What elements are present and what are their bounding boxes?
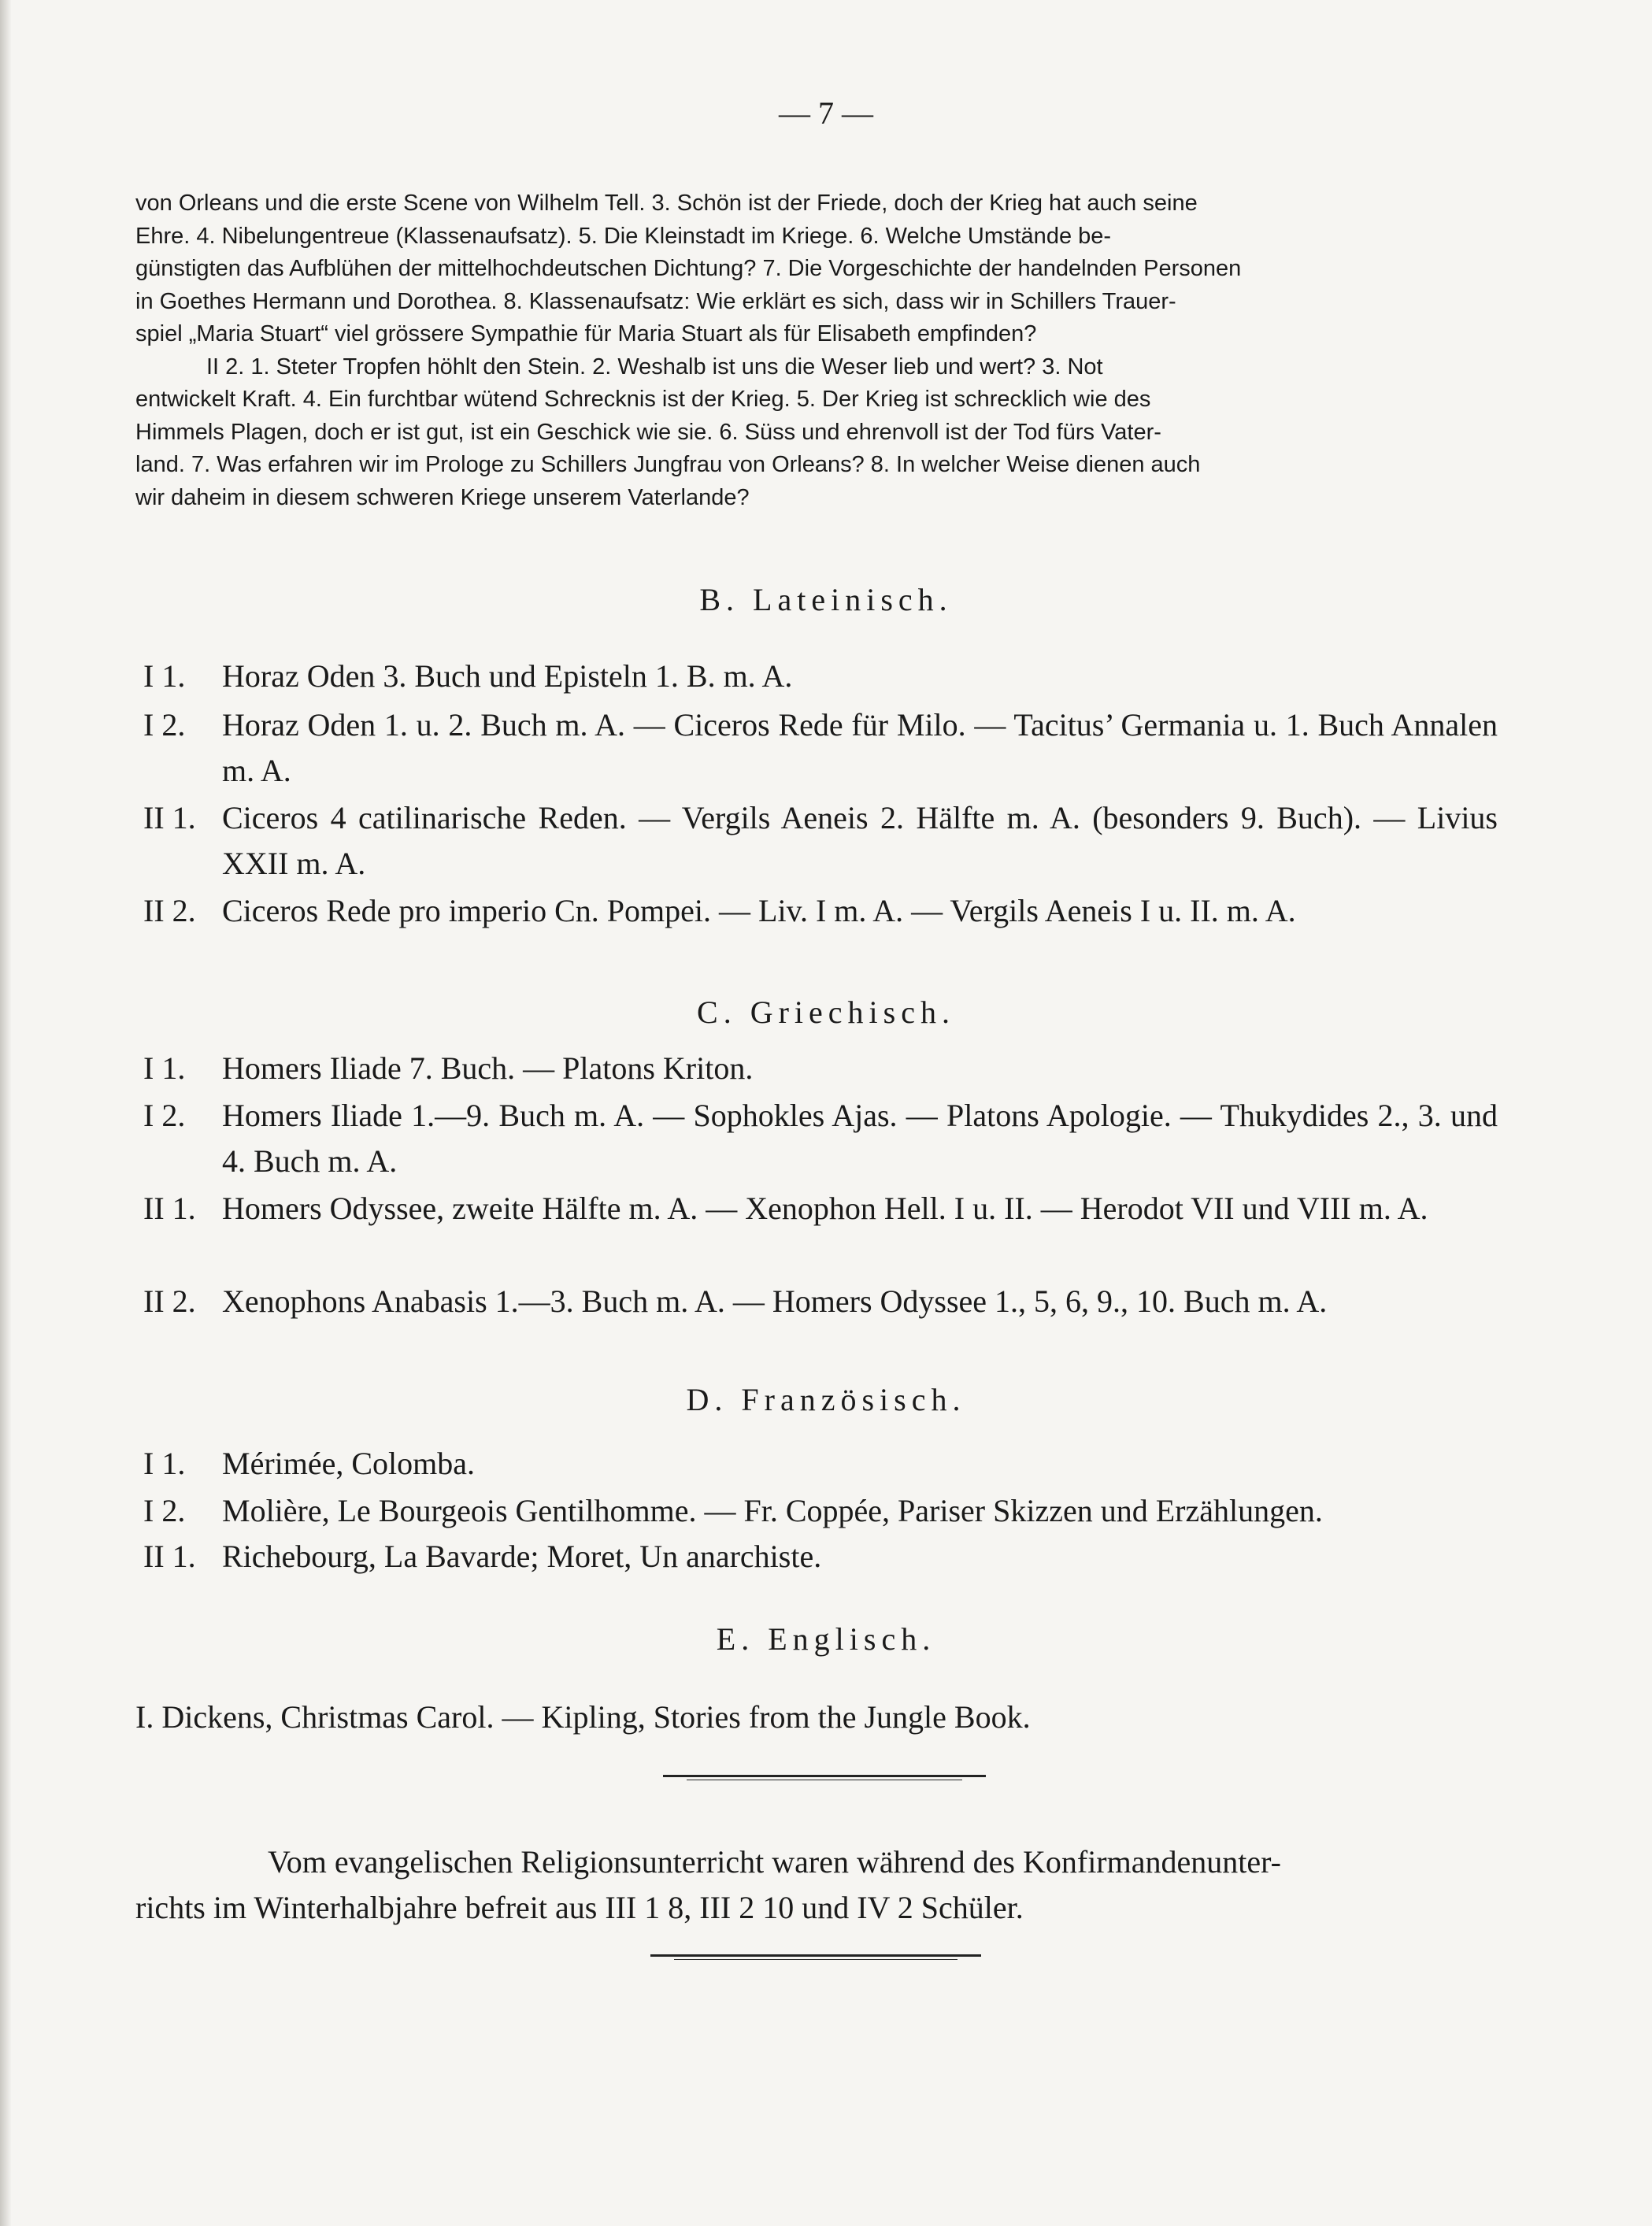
section-heading-franzoesisch: D. Französisch. — [686, 1382, 966, 1417]
reading-entry — [143, 1534, 1498, 1580]
reading-text: Homers Iliade 7. Buch. — Platons Kriton. — [222, 1050, 754, 1086]
section-heading-griechisch: C. Griechisch. — [697, 994, 955, 1030]
essay-line: spiel „Maria Stuart“ viel grössere Sympathie für Maria Stuart als für Elisabeth empfinden? — [135, 321, 1037, 346]
essay-line: Ehre. 4. Nibelungentreue (Klassenaufsatz). 5. Die Kleinstadt im Kriege. 6. Welche Umstände be- — [135, 223, 1112, 249]
reading-entry — [143, 888, 1498, 934]
class-label: I 1. — [143, 1446, 186, 1481]
reading-text: Richebourg, La Bavarde; Moret, Un anarchiste. — [222, 1539, 822, 1574]
reading-entry — [143, 795, 1498, 887]
class-label: II 2. — [143, 1283, 196, 1319]
page-number: — 7 — — [779, 95, 873, 131]
page-edge-shadow — [0, 0, 11, 2226]
reading-text: Horaz Oden 1. u. 2. Buch m. A. — Ciceros Rede für Milo. — Tacitus’ Germania u. 1. Buch Annalen m. A. — [222, 707, 1498, 788]
essay-line: von Orleans und die erste Scene von Wilhelm Tell. 3. Schön ist der Friede, doch der Krieg hat auch seine — [135, 191, 1198, 216]
reading-entry — [143, 1046, 1498, 1091]
reading-text: Homers Iliade 1.—9. Buch m. A. — Sophokles Ajas. — Platons Apologie. — Thukydides 2., 3. und 4. Buch m. A. — [222, 1098, 1498, 1179]
reading-text: Mérimée, Colomba. — [222, 1446, 476, 1481]
reading-entry — [143, 1093, 1498, 1184]
reading-entry — [143, 702, 1498, 794]
religion-note-line: Vom evangelischen Religionsunterricht waren während des Konfirmandenunter- — [268, 1844, 1281, 1880]
reading-text: Ciceros Rede pro imperio Cn. Pompei. — Liv. I m. A. — Vergils Aeneis I u. II. m. A. — [222, 893, 1296, 928]
divider-rule — [650, 1954, 981, 1957]
reading-text: Xenophons Anabasis 1.—3. Buch m. A. — Homers Odyssee 1., 5, 6, 9., 10. Buch m. A. — [222, 1283, 1328, 1319]
essay-line: in Goethes Hermann und Dorothea. 8. Klassenaufsatz: Wie erklärt es sich, dass wir in Schillers Trauer- — [135, 288, 1176, 314]
reading-text: Horaz Oden 3. Buch und Episteln 1. B. m. A. — [222, 658, 793, 694]
section-heading-latein: B. Lateinisch. — [699, 582, 953, 617]
reading-entry — [143, 1488, 1498, 1534]
class-label: I 1. — [143, 1050, 186, 1086]
reading-entry — [143, 1279, 1498, 1324]
class-label: I 2. — [143, 1493, 186, 1528]
reading-entry — [143, 654, 1498, 699]
essay-line: entwickelt Kraft. 4. Ein furchtbar wütend Schrecknis ist der Krieg. 5. Der Krieg ist schrecklich wie des — [135, 387, 1151, 412]
essay-line: II 2. 1. Steter Tropfen höhlt den Stein. 2. Weshalb ist uns die Weser lieb und wert? 3. Not — [206, 354, 1103, 380]
essay-topics-block — [135, 187, 1493, 514]
essay-line: land. 7. Was erfahren wir im Prologe zu Schillers Jungfrau von Orleans? 8. In welcher Weise dienen auch — [135, 452, 1201, 477]
reading-text: Ciceros 4 catilinarische Reden. — Vergils Aeneis 2. Hälfte m. A. (besonders 9. Buch). — Livius XXII m. A. — [222, 800, 1498, 881]
class-label: II 2. — [143, 893, 196, 928]
class-label: II 1. — [143, 1191, 196, 1226]
class-label: I 2. — [143, 1098, 186, 1133]
reading-text: Homers Odyssee, zweite Hälfte m. A. — Xenophon Hell. I u. II. — Herodot VII und VIII m. A. — [222, 1191, 1428, 1226]
divider-rule — [674, 1959, 957, 1960]
class-label: I 2. — [143, 707, 186, 743]
reading-entry-englisch: I. Dickens, Christmas Carol. — Kipling, Stories from the Jungle Book. — [135, 1699, 1031, 1735]
essay-line: wir daheim in diesem schweren Kriege unserem Vaterlande? — [135, 484, 750, 510]
religion-note — [135, 1839, 1498, 1931]
section-heading-englisch: E. Englisch. — [716, 1621, 936, 1657]
religion-note-line: richts im Winterhalbjahre befreit aus III 1 8, III 2 10 und IV 2 Schüler. — [135, 1890, 1024, 1925]
essay-line: Himmels Plagen, doch er ist gut, ist ein Geschick wie sie. 6. Süss und ehrenvoll ist der Tod fürs Vater- — [135, 419, 1161, 445]
reading-entry — [143, 1186, 1498, 1232]
class-label: II 1. — [143, 1539, 196, 1574]
class-label: II 1. — [143, 800, 196, 835]
reading-entry — [143, 1441, 1498, 1487]
essay-line: günstigten das Aufblühen der mittelhochdeutschen Dichtung? 7. Die Vorgeschichte der handelnden Personen — [135, 256, 1242, 281]
divider-rule — [663, 1775, 986, 1777]
reading-text: Molière, Le Bourgeois Gentilhomme. — Fr. Coppée, Pariser Skizzen und Erzählungen. — [222, 1493, 1323, 1528]
class-label: I 1. — [143, 658, 186, 694]
